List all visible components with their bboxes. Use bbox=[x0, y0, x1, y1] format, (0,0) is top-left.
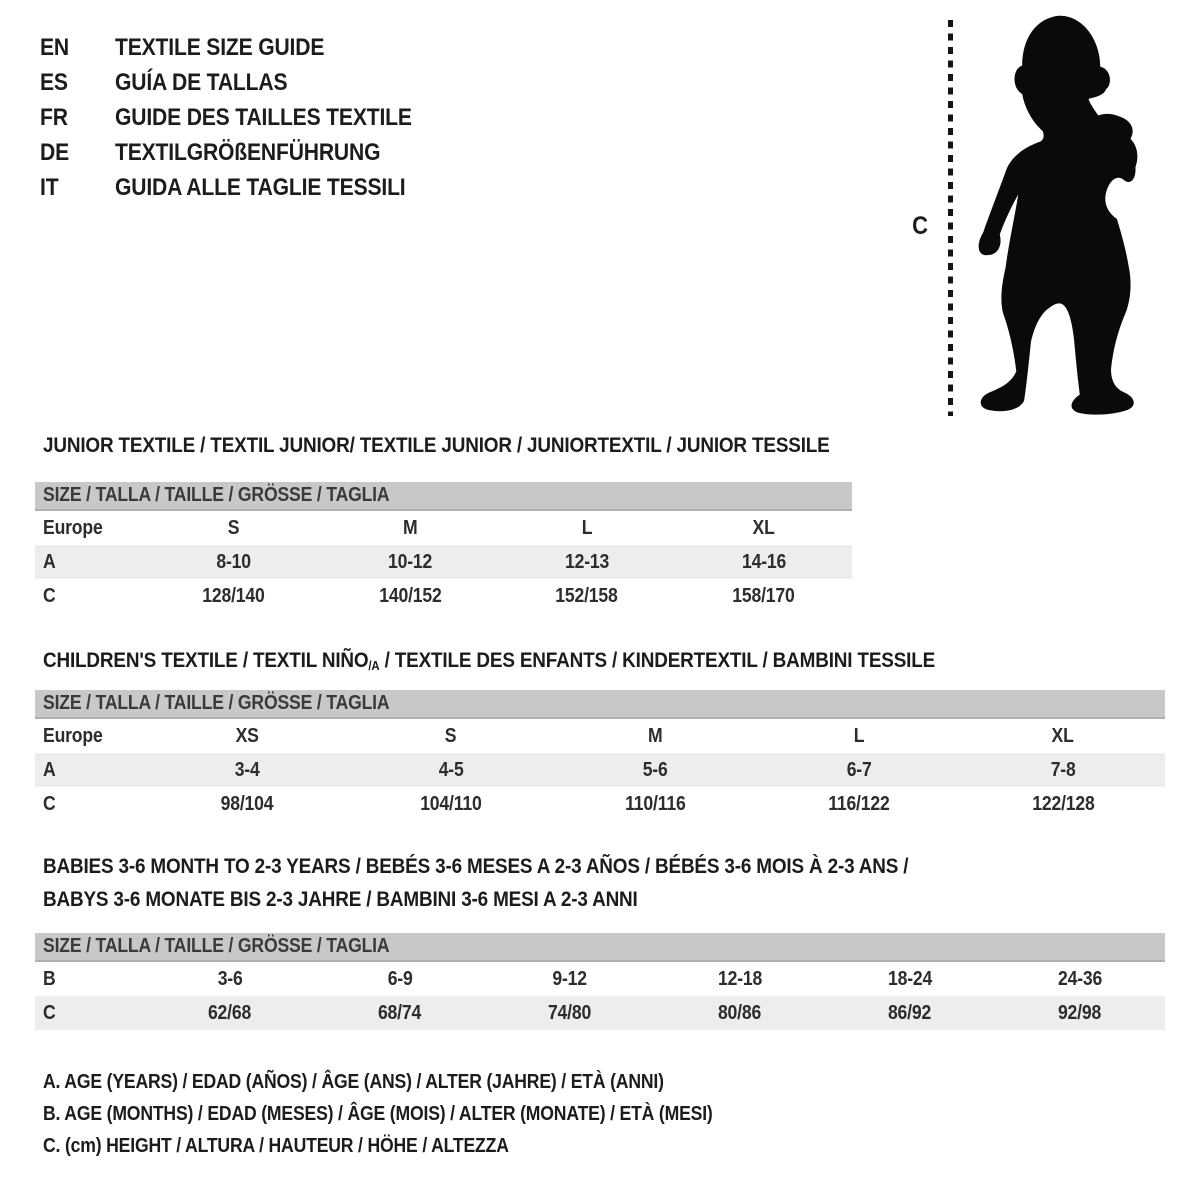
table-cell: M bbox=[402, 516, 418, 539]
language-row bbox=[40, 65, 452, 100]
table-cell: 3-6 bbox=[217, 967, 243, 990]
table-cell: 9-12 bbox=[552, 967, 588, 990]
row-label: C bbox=[43, 584, 56, 607]
language-row bbox=[40, 30, 452, 65]
table-cell: S bbox=[445, 724, 457, 747]
size-header-label: SIZE / TALLA / TAILLE / GRÖSSE / TAGLIA bbox=[43, 484, 390, 506]
table-cell: L bbox=[581, 516, 593, 539]
table-row bbox=[35, 753, 1165, 787]
legend-line-a: A. AGE (YEARS) / EDAD (AÑOS) / ÂGE (ANS) / ALTER (JAHRE) / ETÀ (ANNI) bbox=[43, 1070, 664, 1093]
table-cell: 140/152 bbox=[378, 584, 442, 607]
table-cell: 12-18 bbox=[717, 967, 763, 990]
size-header-bar bbox=[35, 933, 1165, 962]
row-label: Europe bbox=[43, 516, 103, 539]
size-header-label: SIZE / TALLA / TAILLE / GRÖSSE / TAGLIA bbox=[43, 935, 390, 957]
legend-line-b: B. AGE (MONTHS) / EDAD (MESES) / ÂGE (MOIS) / ALTER (MONATE) / ETÀ (MESI) bbox=[43, 1102, 713, 1125]
language-title: TEXTILE SIZE GUIDE bbox=[115, 33, 325, 61]
table-cell: XS bbox=[235, 724, 259, 747]
table-cell: 6-9 bbox=[387, 967, 413, 990]
table-cell: 5-6 bbox=[642, 758, 668, 781]
table-cell: 104/110 bbox=[420, 792, 482, 815]
table-cell: 4-5 bbox=[438, 758, 464, 781]
language-code: DE bbox=[40, 138, 69, 166]
table-cell: 12-13 bbox=[564, 550, 609, 573]
table-cell: 18-24 bbox=[887, 967, 933, 990]
title-subscript: /A bbox=[368, 658, 380, 673]
table-row bbox=[35, 579, 852, 613]
row-label: Europe bbox=[43, 724, 103, 747]
table-cell: 62/68 bbox=[208, 1001, 252, 1024]
language-row bbox=[40, 170, 452, 205]
language-code: IT bbox=[40, 173, 59, 201]
toddler-silhouette-icon bbox=[958, 10, 1182, 420]
junior-size-table bbox=[35, 482, 852, 613]
language-title: TEXTILGRÖßENFÜHRUNG bbox=[115, 138, 381, 166]
height-dashed-line bbox=[948, 20, 953, 416]
table-cell: 7-8 bbox=[1050, 758, 1076, 781]
table-cell: 3-4 bbox=[234, 758, 260, 781]
junior-section-title: JUNIOR TEXTILE / TEXTIL JUNIOR/ TEXTILE JUNIOR / JUNIORTEXTIL / JUNIOR TESSILE bbox=[43, 433, 830, 457]
table-cell: 128/140 bbox=[202, 584, 265, 607]
table-cell: 98/104 bbox=[220, 792, 274, 815]
language-header bbox=[40, 30, 452, 205]
table-cell: 24-36 bbox=[1057, 967, 1103, 990]
language-code: EN bbox=[40, 33, 69, 61]
babies-section-title: BABIES 3-6 MONTH TO 2-3 YEARS / BEBÉS 3-6 MESES A 2-3 AÑOS / BÉBÉS 3-6 MOIS À 2-3 ANS / BABYS 3-6 MONATE BIS 2-3 JAHRE / BAMBINI 3-6 MESI A 2-3 ANNI bbox=[43, 853, 909, 911]
language-title: GUIDE DES TAILLES TEXTILE bbox=[115, 103, 412, 131]
table-row bbox=[35, 719, 1165, 753]
height-measure-label: C bbox=[912, 212, 928, 240]
size-header-label: SIZE / TALLA / TAILLE / GRÖSSE / TAGLIA bbox=[43, 692, 390, 714]
table-cell: 10-12 bbox=[388, 550, 433, 573]
table-cell: 8-10 bbox=[216, 550, 251, 573]
table-cell: 116/122 bbox=[828, 792, 890, 815]
table-row bbox=[35, 787, 1165, 821]
table-cell: 122/128 bbox=[1031, 792, 1095, 815]
row-label: A bbox=[43, 758, 56, 781]
language-code: ES bbox=[40, 68, 68, 96]
table-cell: XL bbox=[752, 516, 775, 539]
row-label: A bbox=[43, 550, 56, 573]
table-cell: L bbox=[853, 724, 865, 747]
language-title: GUÍA DE TALLAS bbox=[115, 68, 288, 96]
children-size-table bbox=[35, 690, 1165, 821]
row-label: C bbox=[43, 792, 56, 815]
table-cell: 110/116 bbox=[624, 792, 686, 815]
babies-size-table bbox=[35, 933, 1165, 1030]
language-row bbox=[40, 100, 452, 135]
table-cell: 6-7 bbox=[846, 758, 872, 781]
table-cell: 92/98 bbox=[1058, 1001, 1102, 1024]
table-cell: M bbox=[647, 724, 663, 747]
legend-line-c: C. (cm) HEIGHT / ALTURA / HAUTEUR / HÖHE / ALTEZZA bbox=[43, 1134, 509, 1157]
table-row bbox=[35, 962, 1165, 996]
table-row bbox=[35, 511, 852, 545]
table-cell: S bbox=[227, 516, 240, 539]
table-cell: XL bbox=[1051, 724, 1075, 747]
row-label: C bbox=[43, 1001, 56, 1024]
table-cell: 68/74 bbox=[378, 1001, 422, 1024]
language-title: GUIDA ALLE TAGLIE TESSILI bbox=[115, 173, 406, 201]
size-header-bar bbox=[35, 482, 852, 511]
table-cell: 86/92 bbox=[888, 1001, 932, 1024]
children-section-title: CHILDREN'S TEXTILE / TEXTIL NIÑO/A / TEXTILE DES ENFANTS / KINDERTEXTIL / BAMBINI TESSILE bbox=[43, 648, 936, 673]
language-row bbox=[40, 135, 452, 170]
table-row bbox=[35, 545, 852, 579]
legend bbox=[43, 1066, 804, 1162]
language-code: FR bbox=[40, 103, 68, 131]
table-cell: 14-16 bbox=[741, 550, 786, 573]
size-header-bar bbox=[35, 690, 1165, 719]
table-row bbox=[35, 996, 1165, 1030]
row-label: B bbox=[43, 967, 56, 990]
table-cell: 152/158 bbox=[555, 584, 619, 607]
table-cell: 74/80 bbox=[548, 1001, 592, 1024]
table-cell: 158/170 bbox=[732, 584, 795, 607]
table-cell: 80/86 bbox=[718, 1001, 762, 1024]
